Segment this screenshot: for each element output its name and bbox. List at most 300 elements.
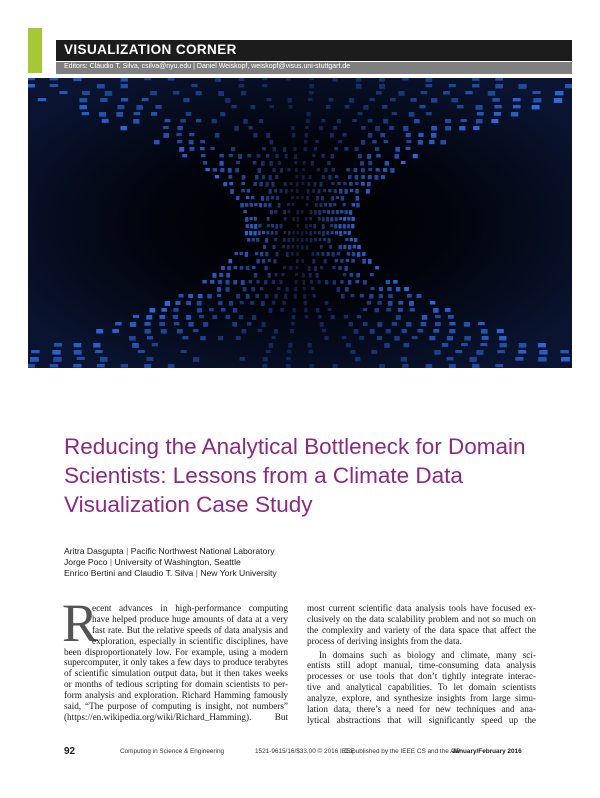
data-cell xyxy=(361,140,365,145)
data-cell xyxy=(318,189,321,194)
data-cell xyxy=(371,350,377,354)
data-cell xyxy=(311,287,314,290)
body-line: fast rate. But the relative speeds of data analysis and xyxy=(92,624,288,635)
data-cell xyxy=(303,294,306,299)
data-cell xyxy=(295,280,298,284)
title-line: Visualization Case Study xyxy=(64,492,313,517)
data-cell xyxy=(357,315,361,318)
data-cell xyxy=(323,238,326,241)
data-cell xyxy=(383,119,388,124)
data-cell xyxy=(334,147,338,150)
data-cell xyxy=(560,350,569,353)
author-names: Jorge Poco xyxy=(64,557,108,567)
data-cell xyxy=(532,91,540,94)
data-cell xyxy=(368,259,372,264)
data-cell xyxy=(426,364,433,368)
data-cell xyxy=(447,357,454,360)
data-cell xyxy=(370,98,375,101)
data-cell xyxy=(330,224,333,227)
data-cell xyxy=(393,280,397,284)
data-cell xyxy=(275,294,278,299)
data-cell xyxy=(254,217,257,221)
data-cell xyxy=(52,350,60,355)
data-cell xyxy=(253,182,256,186)
data-cell xyxy=(233,308,237,313)
data-cell xyxy=(186,301,191,305)
data-cell xyxy=(347,217,350,221)
data-cell xyxy=(261,161,265,166)
data-cell xyxy=(215,133,220,138)
data-cell xyxy=(515,357,523,361)
data-cell xyxy=(259,203,262,207)
data-cell xyxy=(230,189,234,194)
data-cell xyxy=(426,78,433,82)
data-cell xyxy=(229,301,233,306)
data-cell xyxy=(177,140,182,143)
data-cell xyxy=(319,238,322,241)
data-cell xyxy=(465,91,472,94)
data-cell xyxy=(54,343,62,347)
data-cell xyxy=(472,84,479,87)
data-cell xyxy=(321,196,324,200)
data-cell xyxy=(349,98,354,103)
data-cell xyxy=(356,196,360,201)
data-cell xyxy=(59,91,67,94)
data-cell xyxy=(240,357,245,361)
data-cell xyxy=(304,308,307,312)
data-cell xyxy=(296,259,299,263)
data-cell xyxy=(322,329,326,332)
data-cell xyxy=(332,266,335,269)
data-cell xyxy=(283,266,286,269)
data-cell xyxy=(431,98,437,103)
data-cell xyxy=(363,308,367,311)
data-cell xyxy=(350,294,354,297)
data-cell xyxy=(306,203,309,206)
title-line: Scientists: Lessons from a Climate Data xyxy=(64,463,463,488)
data-cell xyxy=(268,203,271,207)
data-cell xyxy=(246,294,250,299)
data-cell xyxy=(388,301,393,306)
data-cell xyxy=(288,210,291,213)
data-cell xyxy=(379,287,383,291)
data-cell xyxy=(321,154,324,158)
data-cell xyxy=(312,154,315,157)
data-cell xyxy=(305,126,309,129)
data-cell xyxy=(292,133,296,138)
data-cell xyxy=(337,182,340,185)
data-cell xyxy=(200,147,205,150)
data-cell xyxy=(497,329,504,333)
data-cell xyxy=(164,133,170,138)
data-cell xyxy=(348,280,352,285)
data-cell xyxy=(273,245,276,249)
data-cell xyxy=(255,175,258,180)
data-cell xyxy=(368,133,373,138)
data-cell xyxy=(316,252,319,256)
data-cell xyxy=(345,287,349,292)
data-cell xyxy=(296,245,299,249)
data-cell xyxy=(392,112,397,115)
data-cell xyxy=(349,182,353,186)
data-cell xyxy=(265,266,268,270)
data-cell xyxy=(431,133,437,138)
data-cell xyxy=(247,154,251,157)
data-cell xyxy=(345,105,350,109)
data-cell xyxy=(430,301,435,305)
data-cell xyxy=(255,252,258,255)
data-cell xyxy=(121,78,128,82)
data-cell xyxy=(355,189,359,194)
data-cell xyxy=(476,350,483,355)
data-cell xyxy=(203,161,207,165)
data-cell xyxy=(74,343,82,347)
data-cell xyxy=(339,245,342,249)
data-cell xyxy=(283,238,286,242)
data-cell xyxy=(331,182,334,185)
data-cell xyxy=(308,98,312,101)
data-cell xyxy=(257,154,261,158)
data-cell xyxy=(73,78,81,81)
data-cell xyxy=(396,315,401,320)
data-cell xyxy=(311,161,314,166)
data-cell xyxy=(326,105,331,109)
data-cell xyxy=(372,140,376,143)
data-cell xyxy=(309,91,314,94)
data-cell xyxy=(183,98,189,102)
data-cell xyxy=(288,98,292,103)
author-names: Aritra Dasgupta xyxy=(64,546,124,556)
data-cell xyxy=(247,238,250,242)
body-line: form analysis and exploration. Richard Hamming famously xyxy=(64,690,288,701)
data-cell xyxy=(322,175,325,179)
data-cell xyxy=(240,203,243,208)
data-cell xyxy=(116,112,123,117)
data-cell xyxy=(375,308,380,312)
data-cell xyxy=(287,203,290,206)
data-cell xyxy=(256,238,259,242)
data-cell xyxy=(288,231,291,235)
data-cell xyxy=(329,98,334,102)
data-cell xyxy=(292,315,296,319)
data-cell xyxy=(263,245,266,249)
data-cell xyxy=(343,245,346,249)
data-cell xyxy=(343,203,346,206)
data-cell xyxy=(334,224,337,228)
data-cell xyxy=(337,119,341,123)
data-cell xyxy=(390,168,394,173)
footer-date: January/February 2016 xyxy=(452,748,522,755)
data-cell xyxy=(499,336,506,340)
data-cell xyxy=(189,140,194,144)
data-cell xyxy=(152,343,158,346)
data-cell xyxy=(251,105,256,109)
data-cell xyxy=(231,147,235,151)
data-cell xyxy=(513,98,521,101)
body-column-right xyxy=(307,603,536,726)
data-cell xyxy=(179,147,184,152)
data-cell xyxy=(449,84,456,87)
data-cell xyxy=(146,357,153,361)
data-cell xyxy=(252,315,256,320)
data-cell xyxy=(402,364,408,368)
data-cell xyxy=(273,259,276,264)
data-cell xyxy=(295,273,298,276)
data-cell xyxy=(294,154,297,159)
data-cell xyxy=(96,329,103,334)
data-cell xyxy=(245,252,248,257)
data-cell xyxy=(306,245,309,250)
data-cell xyxy=(306,119,310,123)
data-cell xyxy=(406,133,411,137)
data-cell xyxy=(272,301,276,305)
data-cell xyxy=(464,336,471,341)
data-cell xyxy=(133,315,139,318)
data-cell xyxy=(356,78,362,82)
body-line: or months of tedious scripting for domain scientists to per- xyxy=(64,679,288,690)
data-cell xyxy=(260,182,263,186)
data-cell xyxy=(173,308,178,312)
data-cell xyxy=(181,350,187,353)
data-cell xyxy=(240,266,244,270)
data-cell xyxy=(278,203,281,208)
data-cell xyxy=(254,203,257,206)
data-cell xyxy=(495,364,503,367)
data-cell xyxy=(445,119,451,123)
data-cell xyxy=(331,315,335,319)
data-cell xyxy=(177,329,183,333)
data-cell xyxy=(303,287,306,290)
data-cell xyxy=(163,126,169,129)
data-cell xyxy=(331,154,335,159)
data-cell xyxy=(134,112,141,115)
data-cell xyxy=(296,266,299,270)
data-cell xyxy=(132,343,139,348)
data-cell xyxy=(326,217,329,222)
data-cell xyxy=(253,133,257,138)
data-cell xyxy=(240,301,244,304)
data-cell xyxy=(28,364,35,368)
data-cell xyxy=(366,189,370,194)
data-cell xyxy=(313,259,316,264)
data-cell xyxy=(292,308,295,312)
data-cell xyxy=(197,301,202,306)
data-cell xyxy=(308,266,311,271)
data-cell xyxy=(395,154,400,159)
data-cell xyxy=(284,231,287,234)
data-cell xyxy=(445,126,451,131)
data-cell xyxy=(329,203,332,207)
data-cell xyxy=(145,322,151,326)
data-cell xyxy=(320,322,324,327)
data-cell xyxy=(447,336,453,340)
data-cell xyxy=(215,78,221,82)
data-cell xyxy=(532,105,540,109)
data-cell xyxy=(269,161,272,166)
data-cell xyxy=(99,112,106,117)
data-cell xyxy=(315,140,319,143)
data-cell xyxy=(199,315,204,318)
data-cell xyxy=(361,168,365,172)
body-line: the complexity and variety of the data space that affect the xyxy=(307,624,536,635)
data-cell xyxy=(190,147,195,151)
data-cell xyxy=(337,252,340,255)
data-cell xyxy=(339,224,342,229)
data-cell xyxy=(202,280,206,284)
data-cell xyxy=(348,175,352,179)
data-cell xyxy=(377,336,382,340)
data-cell xyxy=(266,196,269,201)
data-cell xyxy=(232,105,237,108)
data-cell xyxy=(241,182,245,185)
data-cell xyxy=(533,98,541,103)
data-cell xyxy=(495,78,503,81)
data-cell xyxy=(331,196,334,201)
data-cell xyxy=(275,273,278,276)
data-cell xyxy=(254,224,257,229)
data-cell xyxy=(386,280,390,284)
data-cell xyxy=(305,224,308,229)
data-cell xyxy=(215,175,219,178)
data-cell xyxy=(258,224,261,228)
data-cell xyxy=(320,245,323,249)
data-cell xyxy=(129,336,136,341)
data-cell xyxy=(328,238,331,243)
data-cell xyxy=(331,231,334,234)
data-cell xyxy=(264,280,267,285)
author-names: Enrico Bertini and Claudio T. Silva xyxy=(64,568,194,578)
data-cell xyxy=(174,322,180,325)
data-cell xyxy=(352,217,355,221)
data-cell xyxy=(392,322,397,326)
data-cell xyxy=(159,322,165,326)
data-cell xyxy=(249,231,252,235)
data-cell xyxy=(262,175,265,179)
data-cell xyxy=(276,196,279,200)
data-cell xyxy=(280,189,283,193)
data-cell xyxy=(413,154,418,158)
data-cell xyxy=(292,217,295,221)
data-cell xyxy=(324,336,328,340)
data-cell xyxy=(345,266,348,271)
data-cell xyxy=(227,266,231,270)
data-cell xyxy=(334,189,337,193)
author-separator: | xyxy=(107,557,115,567)
data-cell xyxy=(177,126,183,130)
data-cell xyxy=(370,273,374,276)
data-cell xyxy=(318,217,321,221)
data-cell xyxy=(302,182,305,185)
data-cell xyxy=(342,336,347,339)
data-cell xyxy=(338,266,341,270)
data-cell xyxy=(324,203,327,207)
data-cell xyxy=(292,203,295,206)
data-cell xyxy=(274,189,277,193)
data-cell xyxy=(414,119,420,123)
data-cell xyxy=(290,182,293,185)
data-cell xyxy=(257,259,260,264)
data-cell xyxy=(325,280,328,284)
data-cell xyxy=(318,315,322,318)
data-cell xyxy=(305,238,308,241)
data-cell xyxy=(234,252,238,255)
data-cell xyxy=(228,259,232,263)
data-cell xyxy=(241,189,245,192)
data-cell xyxy=(115,322,122,325)
data-cell xyxy=(322,231,325,236)
data-cell xyxy=(272,280,275,284)
body-line: said, “The purpose of computing is insight, not numbers” xyxy=(64,701,288,712)
data-cell xyxy=(258,231,261,235)
data-cell xyxy=(379,78,385,82)
data-cell xyxy=(377,301,381,305)
data-cell xyxy=(261,301,265,306)
data-cell xyxy=(363,105,368,110)
body-line: been disproportionately low. For example, using a modern xyxy=(64,646,288,657)
data-cell xyxy=(301,238,304,242)
data-cell xyxy=(183,336,189,339)
data-cell xyxy=(236,161,240,164)
data-cell xyxy=(261,196,264,201)
data-cell xyxy=(283,210,286,214)
data-cell xyxy=(305,231,308,234)
data-cell xyxy=(379,364,385,368)
data-cell xyxy=(335,231,338,235)
data-cell xyxy=(440,140,446,145)
author-line xyxy=(64,557,241,567)
data-cell xyxy=(402,329,407,333)
author-affiliation: Pacific Northwest National Laboratory xyxy=(130,546,275,556)
data-cell xyxy=(394,336,400,341)
data-cell xyxy=(229,182,233,185)
data-cell xyxy=(320,203,323,207)
data-cell xyxy=(133,119,139,124)
data-cell xyxy=(344,315,348,319)
data-cell xyxy=(205,168,209,171)
data-cell xyxy=(241,91,246,95)
data-cell xyxy=(273,147,277,152)
data-cell xyxy=(245,203,248,207)
data-cell xyxy=(270,105,275,108)
data-cell xyxy=(417,329,423,332)
data-cell xyxy=(387,287,391,291)
body-line: ecent advances in high-performance computing xyxy=(92,603,288,613)
data-cell xyxy=(217,287,221,292)
data-cell xyxy=(309,175,312,179)
data-cell xyxy=(212,119,217,123)
data-cell xyxy=(409,112,415,117)
data-cell xyxy=(160,315,166,319)
data-cell xyxy=(309,224,312,227)
data-cell xyxy=(464,322,470,327)
data-cell xyxy=(73,364,81,368)
data-cell xyxy=(431,126,437,131)
data-cell xyxy=(347,252,350,256)
data-cell xyxy=(276,252,279,256)
data-cell xyxy=(294,287,297,291)
body-line: In domains such as biology and climate, many sci- xyxy=(319,649,536,660)
data-cell xyxy=(200,336,206,340)
data-cell xyxy=(401,161,406,164)
data-cell xyxy=(239,84,245,87)
data-cell xyxy=(309,84,314,88)
data-cell xyxy=(343,273,347,276)
data-cell xyxy=(236,336,241,340)
data-cell xyxy=(262,84,267,87)
data-cell xyxy=(370,287,374,290)
data-cell xyxy=(308,182,311,186)
author-separator: | xyxy=(123,546,131,556)
